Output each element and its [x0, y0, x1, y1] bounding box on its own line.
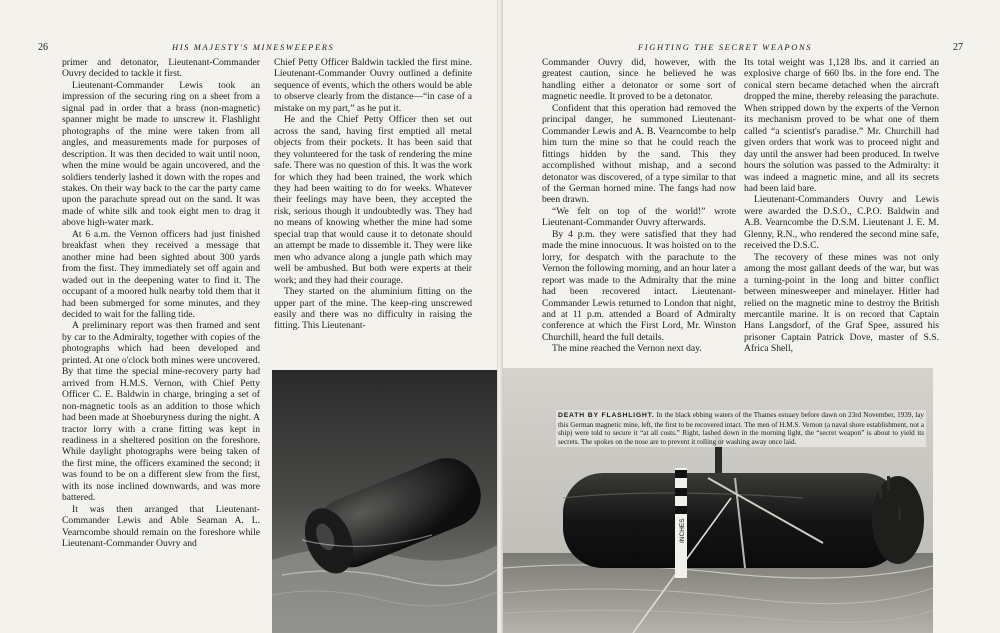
mine-daylight-image [503, 368, 933, 633]
paragraph: He and the Chief Petty Officer then set out across the sand, having first emptied all metal objects from their pockets. It has been said that they volunteered for the task of rendering the mine safe. There was no question of this. It was the work for which they had been trained, the work which they had been waiting to do for weeks. Whatever their feelings may have been, they accepted the risk, serious though it undoubtedly was. They had no means of knowing whether the mine had some special trap that would cause it to detonate should an attempt be made to dissemble it. They were like men who advance along a jungle path which may well be ambushed. But both were experts at their work; and they had their courage. [274, 114, 472, 286]
paragraph: It was then arranged that Lieutenant-Commander Lewis and Able Seaman A. L. Vearncombe should remain on the foreshore while Lieutenant-Commander Ouvry and [62, 503, 260, 550]
paragraph: By 4 p.m. they were satisfied that they had made the mine innocuous. It was hoisted on to the lorry, for despatch with the parachute to the Vernon the following morning, and an hour later a report was made to the Admiralty that the mine had been recovered intact. Lieutenant-Commander Lewis returned to London that night, and at 11 p.m. attended a Board of Admiralty conference at which the First Lord, Mr. Winston Churchill, heard the full details. [542, 228, 736, 343]
inches-ruler [675, 468, 687, 578]
paragraph: Commander Ouvry did, however, with the greatest caution, since he believed he was handling either a detonator or some sort of magnetic needle. It proved to be a detonator. [542, 57, 736, 103]
photo-mine-daylight [503, 368, 933, 633]
running-head-left: HIS MAJESTY'S MINESWEEPERS [172, 42, 335, 52]
caption-title: DEATH BY FLASHLIGHT. [558, 412, 655, 419]
page-number-left: 26 [38, 42, 48, 53]
right-page [503, 0, 1000, 633]
ruler-label: INCHES [679, 518, 686, 543]
mine-night-image [272, 370, 497, 633]
paragraph: They started on the aluminium fitting on the upper part of the mine. The keep-ring unscrewed easily and there was no difficulty in raising the fitting. This Lieutenant- [274, 286, 472, 332]
paragraph: At 6 a.m. the Vernon officers had just finished breakfast when they received a message that another mine had been sighted about 300 yards from the first. They immediately set off again and waded out in the deepening water to find it. The occupant of a moored hulk nearby told them that it had been submerged for some minutes, and they decided to wait for the falling tide. [62, 228, 260, 320]
paragraph: The mine reached the Vernon next day. [552, 343, 702, 355]
text-column-3 [542, 57, 736, 357]
running-head-right: FIGHTING THE SECRET WEAPONS [638, 42, 813, 52]
paragraph: Lieutenant-Commander Lewis took an impression of the securing ring on a sheet from a signal pad in order that a brass (non-magnetic) spanner might be made to unscrew it. Flashlight photographs of the mine were taken from all angles, and measurements made for purposes of description. It was then decided to wait until noon, when the mine would be again uncovered, and the soldiers tenderly lashed it down with the ropes and stakes. On their way back to the car the party came upon the parachute spread out on the sand. It was made of white silk and took eight men to drag it above high-water mark. [62, 79, 260, 229]
paragraph: primer and detonator, Lieutenant-Commander Ouvry decided to tackle it first. [62, 57, 260, 80]
paragraph: A preliminary report was then framed and sent by car to the Admiralty, together with copies of the photographs which had been developed and printed. At one o'clock both mines were uncovered. By that time the special mine-recovery party had arrived from H.M.S. Vernon, with Chief Petty Officer C. E. Baldwin in charge, bringing a set of non-magnetic tools as an addition to those which had been made at Shoeburyness during the night. A tractor lorry with a crane fitting was kept in readiness in a sheltered position on the foreshore. While daylight photographs were being taken of the first mine, the officers examined the second; it was found to be on a different slew from the first, with its nose inclined downwards, and was more battered. [62, 320, 260, 504]
left-page [0, 0, 497, 633]
photo-mine-night [272, 370, 497, 633]
paragraph: The recovery of these mines was not only among the most gallant deeds of the war, but was a turning-point in the long and bitter conflict between minesweeper and minelayer. Hitler had relied on the magnetic mine to destroy the British mercantile marine. It is on record that Captain Hans Langsdorf, of the Graf Spee, assured his prisoner Captain Patrick Dove, master of S.S. Africa Shell, [744, 251, 939, 355]
text-column-1 [62, 57, 260, 577]
page-number-right: 27 [953, 42, 963, 53]
text-column-2 [274, 57, 472, 359]
text-column-4 [744, 57, 939, 357]
paragraph: Lieutenant-Commanders Ouvry and Lewis were awarded the D.S.O., C.P.O. Baldwin and A.B. Vearncombe the D.S.M. Lieutenant J. E. M. Glenny, R.N., who rendered the second mine safe, received the D.S.C. [744, 194, 939, 252]
paragraph: “We felt on top of the world!” wrote Lieutenant-Commander Ouvry afterwards. [542, 205, 736, 229]
paragraph: Its total weight was 1,128 lbs. and it carried an explosive charge of 660 lbs. in the fore end. The conical stern became detached when the aircraft dropped the mine, thereby releasing the parachute. When stripped down by the experts of the Vernon its mechanism proved to be what one of them called “a scientist's paradise.” Mr. Churchill had given orders that work was to proceed night and day until the answer had been produced. In twelve hours the solution was passed to the Admiralty: it was indeed a magnetic mine, and all its secrets had been laid bare. [744, 57, 939, 194]
paragraph: Confident that this operation had removed the principal danger, he summoned Lieutenant-Commander Lewis and A. B. Vearncombe to help him turn the mine so that he could reach the fittings hidden by the sand. This they accomplished without mishap, and a second detonator was discovered, of a type similar to that of the German horned mine. The fangs had now been drawn. [542, 102, 736, 206]
photo-caption [556, 410, 926, 447]
caption-text: In the black ebbing waters of the Thames estuary before dawn on 23rd November, 1939, lay this German magnetic mine, left, the first to be recovered intact. The men of H.M.S. Vernon (a naval shore establishment, not a ship) were told to secure it “at all costs.” Right, lashed down in the morning light, the “secret weapon” is about to yield its secrets. The spokes on the nose are to prevent it rolling or washing away once laid. [558, 411, 924, 446]
paragraph: Chief Petty Officer Baldwin tackled the first mine. Lieutenant-Commander Ouvry outlined a definite sequence of events, which the others would be able to observe clearly from the distance—“in case of a mistake on my part,” as he put it. [274, 57, 472, 114]
